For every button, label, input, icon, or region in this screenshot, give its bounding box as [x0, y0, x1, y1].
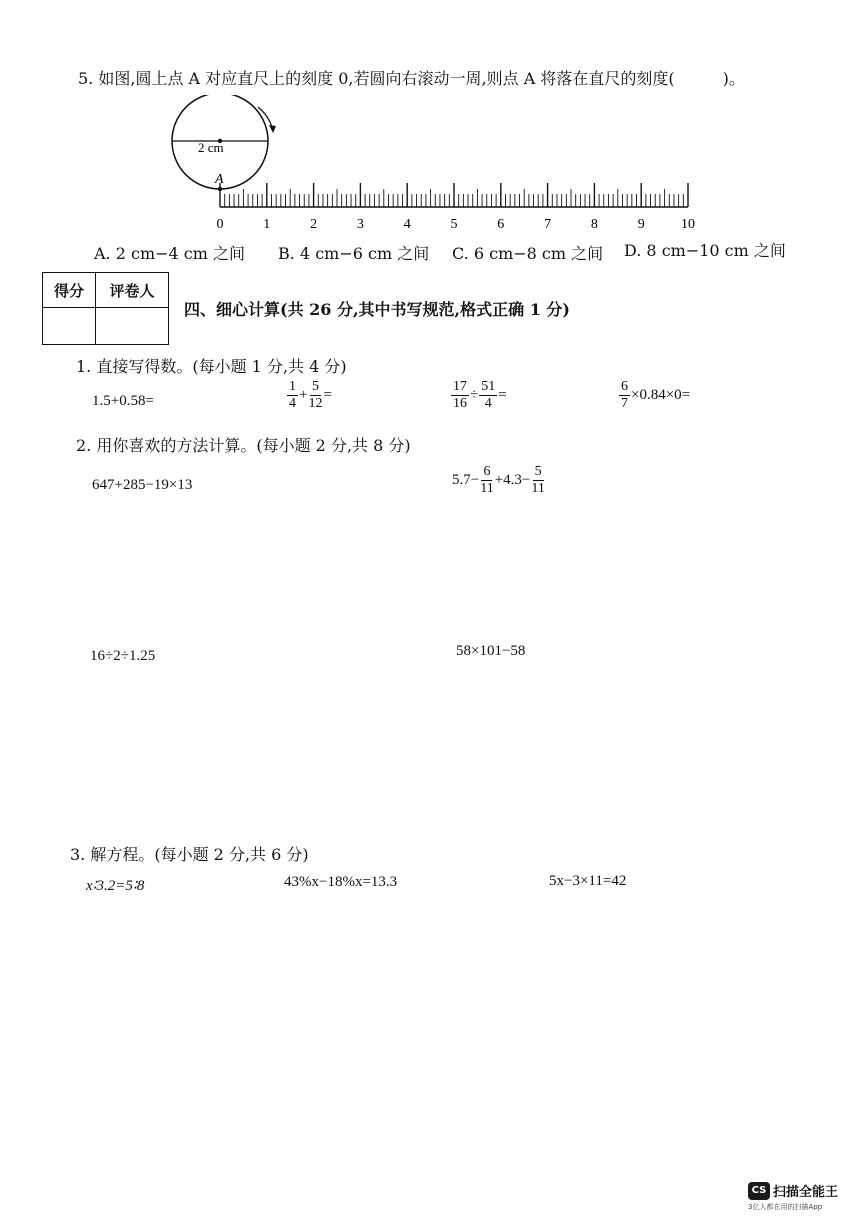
part-3-expr-1: x∶3.2=5∶8 [86, 878, 145, 894]
part-2-expr-1: 647+285−19×13 [92, 477, 193, 493]
option-a[interactable]: A. 2 cm−4 cm 之间 [94, 244, 246, 263]
grader-header: 评卷人 [96, 273, 169, 308]
question-5-text: 5. 如图,圆上点 A 对应直尺上的刻度 0,若圆向右滚动一周,则点 A 将落在直尺的刻度( )。 [78, 69, 745, 88]
ruler-number: 7 [544, 217, 552, 232]
part-1-expr-3: $\frac{17}{16}$ ÷ $\frac{51}{4}$ = [453, 379, 507, 411]
diameter-label: 2 cm [198, 140, 224, 155]
part-1-expr-2: $\frac{1}{4}$ + $\frac{5}{12}$ = [289, 379, 332, 411]
figure-static [172, 95, 688, 207]
ruler-number: 5 [450, 217, 458, 232]
ruler-ticks [220, 183, 688, 207]
score-table [42, 272, 169, 345]
fraction: $\frac{5}{11}$ [531, 464, 545, 496]
ruler-number: 3 [356, 217, 364, 232]
ruler-number: 4 [403, 217, 411, 232]
fraction: $\frac{1}{4}$ [289, 379, 296, 411]
part-1-expr-4: $\frac{6}{7}$ ×0.84×0= [621, 379, 691, 411]
ruler-numbers [217, 217, 696, 232]
part-1-title: 1. 直接写得数。(每小题 1 分,共 4 分) [76, 357, 347, 376]
part-1-expr-1: 1.5+0.58= [92, 393, 154, 409]
ruler-number: 2 [310, 217, 318, 232]
ruler-number: 8 [590, 217, 598, 232]
section-4-title: 四、细心计算(共 26 分,其中书写规范,格式正确 1 分) [184, 300, 570, 319]
part-3-title: 3. 解方程。(每小题 2 分,共 6 分) [70, 845, 309, 864]
option-d[interactable]: D. 8 cm−10 cm 之间 [624, 241, 786, 260]
ruler-number: 1 [263, 217, 271, 232]
part-2-expr-3: 16÷2÷1.25 [90, 648, 156, 664]
fraction: $\frac{17}{16}$ [453, 379, 467, 411]
watermark-subtitle: 3亿人都在用的扫描App [748, 1203, 823, 1211]
scanner-watermark [748, 1180, 839, 1211]
fraction: $\frac{6}{7}$ [621, 379, 628, 411]
arrow-head-icon [269, 125, 276, 133]
point-a-label: A [215, 172, 224, 187]
part-2-expr-2: 5.7− $\frac{6}{11}$ +4.3− $\frac{5}{11}$ [452, 464, 545, 496]
ruler-number: 0 [216, 217, 224, 232]
part-2-expr-4: 58×101−58 [456, 643, 526, 659]
option-b[interactable]: B. 4 cm−6 cm 之间 [278, 244, 430, 263]
ruler-number: 10 [681, 217, 695, 232]
fraction: $\frac{51}{4}$ [481, 379, 496, 411]
part-3-expr-3: 5x−3×11=42 [549, 873, 627, 889]
cs-logo-icon: CS [748, 1182, 770, 1200]
circle-ruler-figure [160, 95, 720, 240]
fraction: $\frac{5}{12}$ [308, 379, 323, 411]
option-c[interactable]: C. 6 cm−8 cm 之间 [452, 244, 604, 263]
ruler-number: 6 [497, 217, 505, 232]
part-3-expr-2: 43%x−18%x=13.3 [284, 874, 398, 890]
watermark-name: 扫描全能王 [773, 1185, 839, 1200]
score-header: 得分 [43, 273, 96, 308]
part-2-title: 2. 用你喜欢的方法计算。(每小题 2 分,共 8 分) [76, 436, 411, 455]
score-cell[interactable] [43, 308, 96, 345]
ruler-number: 9 [637, 217, 645, 232]
fraction: $\frac{6}{11}$ [480, 464, 494, 496]
grader-cell[interactable] [96, 308, 169, 345]
